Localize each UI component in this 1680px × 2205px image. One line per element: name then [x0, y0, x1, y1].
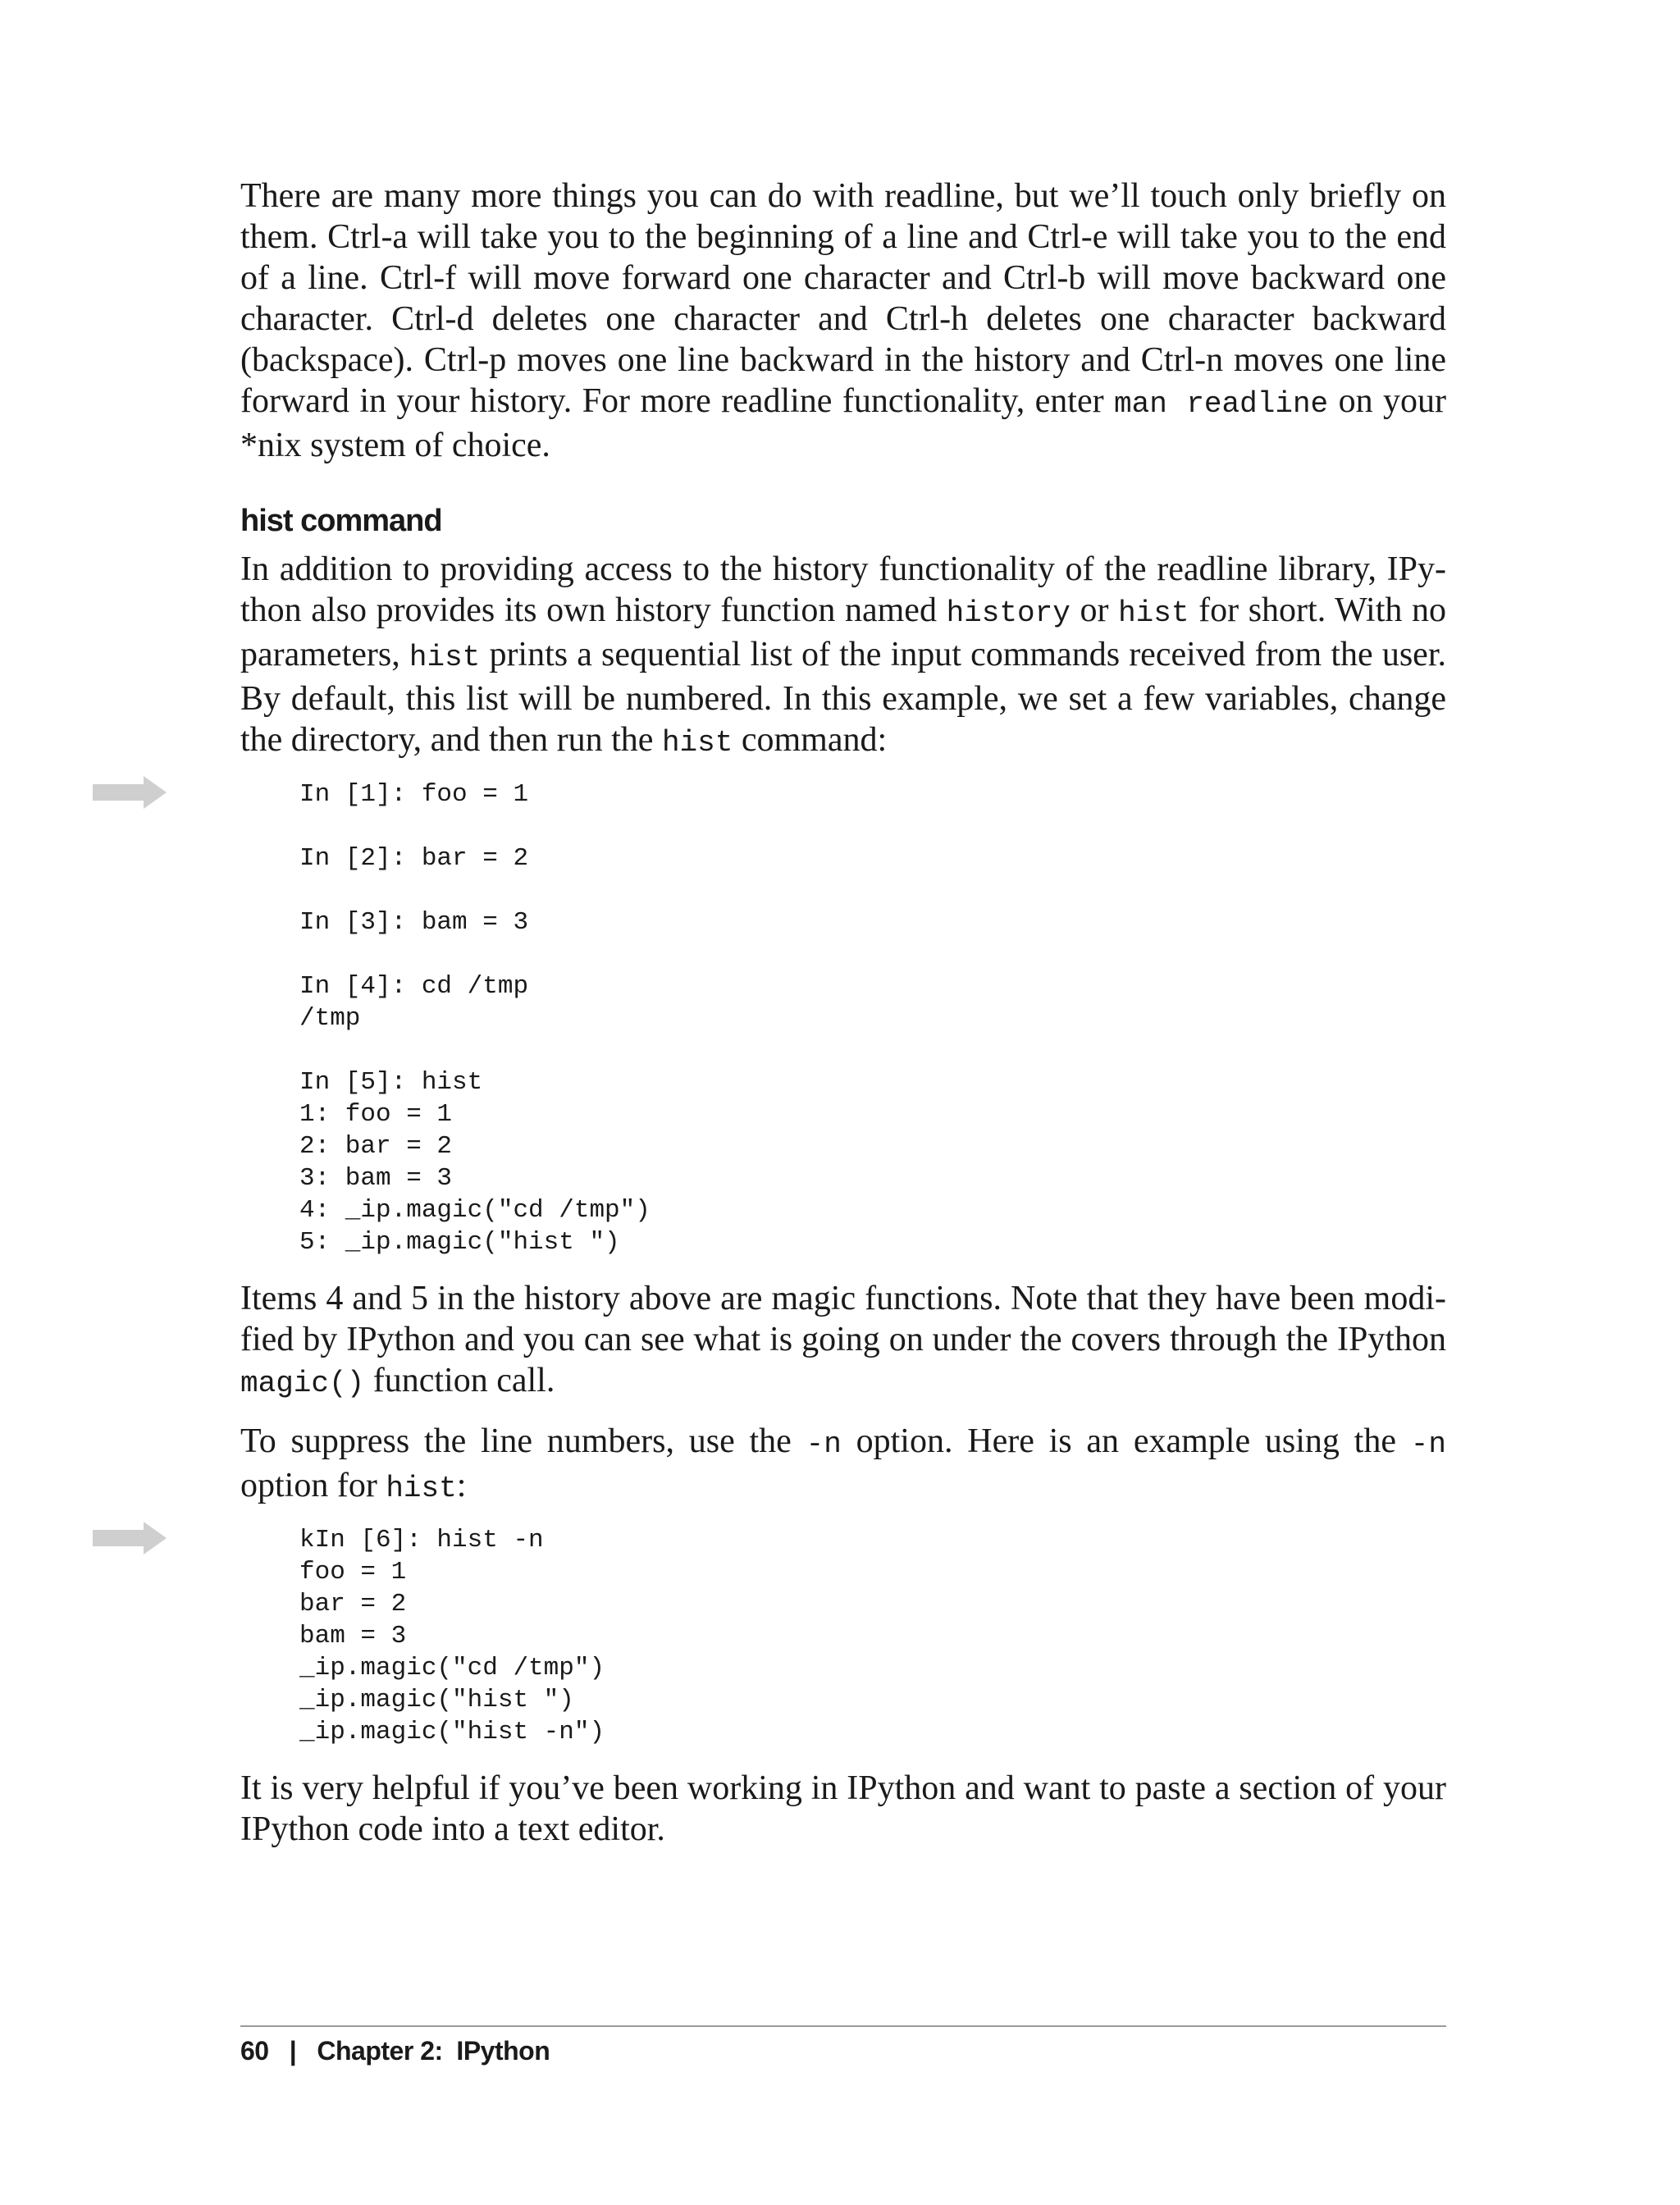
inline-code: hist: [386, 1472, 457, 1505]
paragraph-hist-intro: In addition to providing access to the history functionality of the readline library, IPython also provides its own history function named history or hist for short. With no parameters, hist prints a sequential list of the input commands received from the user. By default, this list will be numbered. In this example, we set a few variables, change the directory, and then run the hist command:: [240, 550, 1446, 760]
code-listing: kIn [6]: hist -n foo = 1 bar = 2 bam = 3 _ip.magic("cd /tmp") _ip.magic("hist ") _ip.magic("hist -n"): [299, 1526, 605, 1746]
arrow-right-icon: [93, 776, 167, 809]
code-block-hist-n: [240, 1524, 1446, 1748]
inline-code: history: [946, 596, 1071, 630]
paragraph-helpful: It is very helpful if you’ve been working in IPython and want to paste a section of your IPython code into a text editor.: [240, 1769, 1446, 1848]
section-heading: hist command: [240, 504, 442, 538]
page-content: [240, 176, 1446, 1850]
inline-code: -n: [806, 1427, 842, 1461]
inline-code: hist: [1118, 596, 1189, 630]
page-footer: [240, 2036, 550, 2066]
arrow-right-icon: [93, 1522, 167, 1554]
chapter-title: Chapter 2: IPython: [317, 2036, 550, 2066]
footer-separator: |: [289, 2036, 297, 2066]
page-number: 60: [240, 2036, 269, 2066]
paragraph-suppress: To suppress the line numbers, use the -n option. Here is an example using the -n option for hist:: [240, 1422, 1446, 1505]
footer-divider: [240, 2025, 1446, 2027]
paragraph-readline: There are many more things you can do with readline, but we’ll touch only briefly on them. Ctrl-a will take you to the beginning of a line and Ctrl-e will take you to the end of a line. Ctrl-f will move forward one character and Ctrl-b will move backward one character. Ctrl-d deletes one character and Ctrl-h deletes one character backward (backspace). Ctrl-p moves one line backward in the history and Ctrl-n moves one line forward in your history. For more readline functionality, enter man readline on your *nix system of choice.: [240, 177, 1446, 464]
code-listing: In [1]: foo = 1 In [2]: bar = 2 In [3]: bam = 3 In [4]: cd /tmp /tmp In [5]: hist 1: foo = 1 2: bar = 2 3: bam = 3 4: _ip.magic("cd /tmp") 5: _ip.magic("hist "): [299, 780, 651, 1257]
paragraph-magic-note: Items 4 and 5 in the history above are magic functions. Note that they have been modified by IPython and you can see what is going on under the covers through the IPython magic() function call.: [240, 1280, 1446, 1400]
inline-code: hist: [661, 726, 733, 760]
inline-code: hist: [409, 641, 481, 674]
code-block-hist: [240, 778, 1446, 1258]
inline-code: man readline: [1114, 387, 1329, 421]
inline-code: magic(): [240, 1367, 365, 1400]
inline-code: -n: [1410, 1427, 1446, 1461]
